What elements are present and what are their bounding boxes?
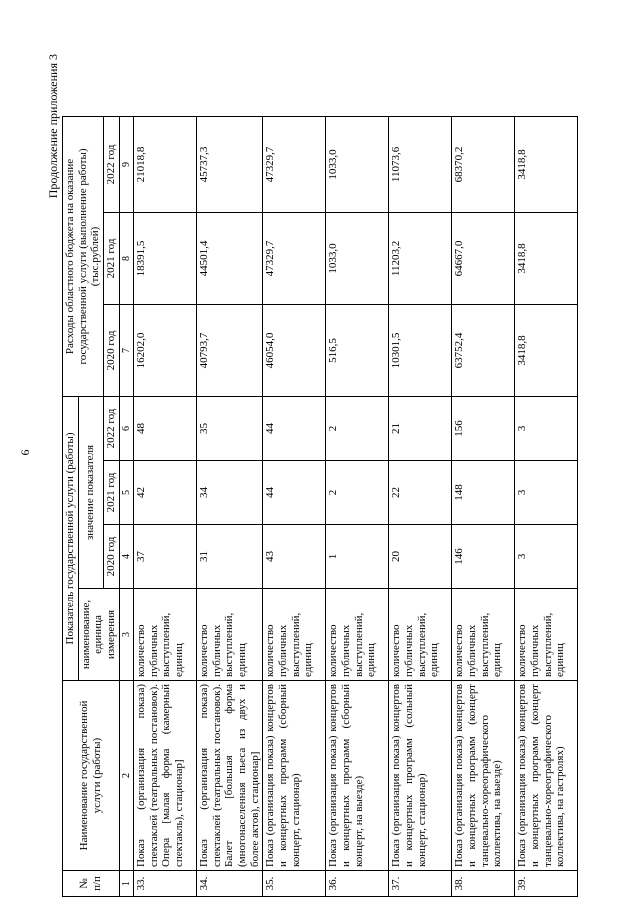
table-row bbox=[197, 116, 263, 896]
column-number: 4 bbox=[119, 525, 134, 589]
value-2022: 35 bbox=[197, 396, 263, 460]
column-number: 2 bbox=[119, 681, 134, 871]
value-2021: 2 bbox=[326, 461, 389, 525]
expense-2021: 44501,4 bbox=[197, 212, 263, 304]
expense-2020: 40793,7 bbox=[197, 304, 263, 396]
service-name: Показ (организация показа) спектаклей (театральных постановок). Опера [малая форма (камерный спектакль), стационар] bbox=[134, 681, 197, 871]
expense-2022: 11073,6 bbox=[389, 116, 452, 212]
value-2022: 44 bbox=[263, 396, 326, 460]
column-number: 1 bbox=[119, 871, 134, 897]
unit-of-measure: количество публичных выступлений, единиц bbox=[452, 589, 515, 681]
table-row bbox=[326, 116, 389, 896]
table-row bbox=[263, 116, 326, 896]
service-name: Показ (организация показа) концертов и концертных программ (концерт танцевально-хореографического коллектива, на выезде) bbox=[452, 681, 515, 871]
row-number: 35. bbox=[263, 871, 326, 897]
expense-2022: 1033,0 bbox=[326, 116, 389, 212]
header-expense-2022: 2022 год bbox=[103, 116, 119, 212]
value-2020: 37 bbox=[134, 525, 197, 589]
value-2020: 31 bbox=[197, 525, 263, 589]
expense-2020: 46054,0 bbox=[263, 304, 326, 396]
row-number: 36. bbox=[326, 871, 389, 897]
expense-2021: 3418,8 bbox=[515, 212, 578, 304]
value-2022: 21 bbox=[389, 396, 452, 460]
header-no: № п/п bbox=[63, 871, 120, 897]
column-number: 6 bbox=[119, 396, 134, 460]
expense-2020: 16202,0 bbox=[134, 304, 197, 396]
value-2021: 44 bbox=[263, 461, 326, 525]
table-row bbox=[452, 116, 515, 896]
row-number: 38. bbox=[452, 871, 515, 897]
column-number: 8 bbox=[119, 212, 134, 304]
unit-of-measure: количество публичных выступлений, единиц bbox=[197, 589, 263, 681]
table-row bbox=[389, 116, 452, 896]
expense-2022: 45737,3 bbox=[197, 116, 263, 212]
expense-2021: 1033,0 bbox=[326, 212, 389, 304]
expense-2022: 3418,8 bbox=[515, 116, 578, 212]
expense-2022: 47329,7 bbox=[263, 116, 326, 212]
value-2020: 3 bbox=[515, 525, 578, 589]
unit-of-measure: количество публичных выступлений, единиц bbox=[389, 589, 452, 681]
expense-2020: 63752,4 bbox=[452, 304, 515, 396]
header-value-2021: 2021 год bbox=[103, 461, 119, 525]
value-2022: 48 bbox=[134, 396, 197, 460]
value-2021: 148 bbox=[452, 461, 515, 525]
expense-2021: 64667,0 bbox=[452, 212, 515, 304]
row-number: 37. bbox=[389, 871, 452, 897]
service-name: Показ (организация показа) концертов и концертных программ (сольный концерт, стационар) bbox=[389, 681, 452, 871]
unit-of-measure: количество публичных выступлений, единиц bbox=[326, 589, 389, 681]
row-number: 39. bbox=[515, 871, 578, 897]
column-number: 5 bbox=[119, 461, 134, 525]
expense-2020: 3418,8 bbox=[515, 304, 578, 396]
header-expense-2021: 2021 год bbox=[103, 212, 119, 304]
column-number: 7 bbox=[119, 304, 134, 396]
expense-2022: 21018,8 bbox=[134, 116, 197, 212]
header-expenses: Расходы областного бюджета на оказание государственной услуги (выполнение работы) (тыс.рублей) bbox=[63, 116, 104, 396]
table-row bbox=[134, 116, 197, 896]
service-name: Показ (организация показа) концертов и концертных программ (сборный концерт, стационар) bbox=[263, 681, 326, 871]
value-2021: 22 bbox=[389, 461, 452, 525]
service-name: Показ (организация показа) спектаклей (театральных постановок). Балет [большая форма (многонаселенная пьеса из двух и более актов), стационар] bbox=[197, 681, 263, 871]
header-service: Наименование государственной услуги (работы) bbox=[63, 681, 120, 871]
page-number: 6 bbox=[18, 449, 32, 456]
column-number: 9 bbox=[119, 116, 134, 212]
row-number: 34. bbox=[197, 871, 263, 897]
unit-of-measure: количество публичных выступлений, единиц bbox=[263, 589, 326, 681]
unit-of-measure: количество публичных выступлений, единиц bbox=[515, 589, 578, 681]
service-name: Показ (организация показа) концертов и концертных программ (сборный концерт, на выезде) bbox=[326, 681, 389, 871]
unit-of-measure: количество публичных выступлений, единиц bbox=[134, 589, 197, 681]
header-value-2022: 2022 год bbox=[103, 396, 119, 460]
value-2020: 20 bbox=[389, 525, 452, 589]
column-number-row bbox=[119, 116, 134, 896]
header-value-2020: 2020 год bbox=[103, 525, 119, 589]
expense-2021: 11203,2 bbox=[389, 212, 452, 304]
expense-2020: 10301,5 bbox=[389, 304, 452, 396]
value-2022: 156 bbox=[452, 396, 515, 460]
value-2021: 3 bbox=[515, 461, 578, 525]
header-expense-2020: 2020 год bbox=[103, 304, 119, 396]
expense-2021: 47329,7 bbox=[263, 212, 326, 304]
header-unit: наименование, единица измерения bbox=[78, 589, 119, 681]
value-2022: 3 bbox=[515, 396, 578, 460]
budget-table bbox=[62, 116, 578, 897]
value-2021: 34 bbox=[197, 461, 263, 525]
header-indicator-value: значение показателя bbox=[78, 396, 103, 588]
header-indicator: Показатель государственной услуги (работы) bbox=[63, 396, 79, 680]
expense-2022: 68370,2 bbox=[452, 116, 515, 212]
expense-2020: 516,5 bbox=[326, 304, 389, 396]
table-body bbox=[134, 116, 578, 896]
value-2020: 1 bbox=[326, 525, 389, 589]
column-number: 3 bbox=[119, 589, 134, 681]
value-2022: 2 bbox=[326, 396, 389, 460]
table-row bbox=[515, 116, 578, 896]
service-name: Показ (организация показа) концертов и концертных программ (концерт танцевально-хореографического коллектива, на гастролях) bbox=[515, 681, 578, 871]
value-2020: 43 bbox=[263, 525, 326, 589]
row-number: 33. bbox=[134, 871, 197, 897]
appendix-caption: Продолжение приложения 3 bbox=[46, 54, 60, 199]
value-2021: 42 bbox=[134, 461, 197, 525]
expense-2021: 18391,5 bbox=[134, 212, 197, 304]
value-2020: 146 bbox=[452, 525, 515, 589]
